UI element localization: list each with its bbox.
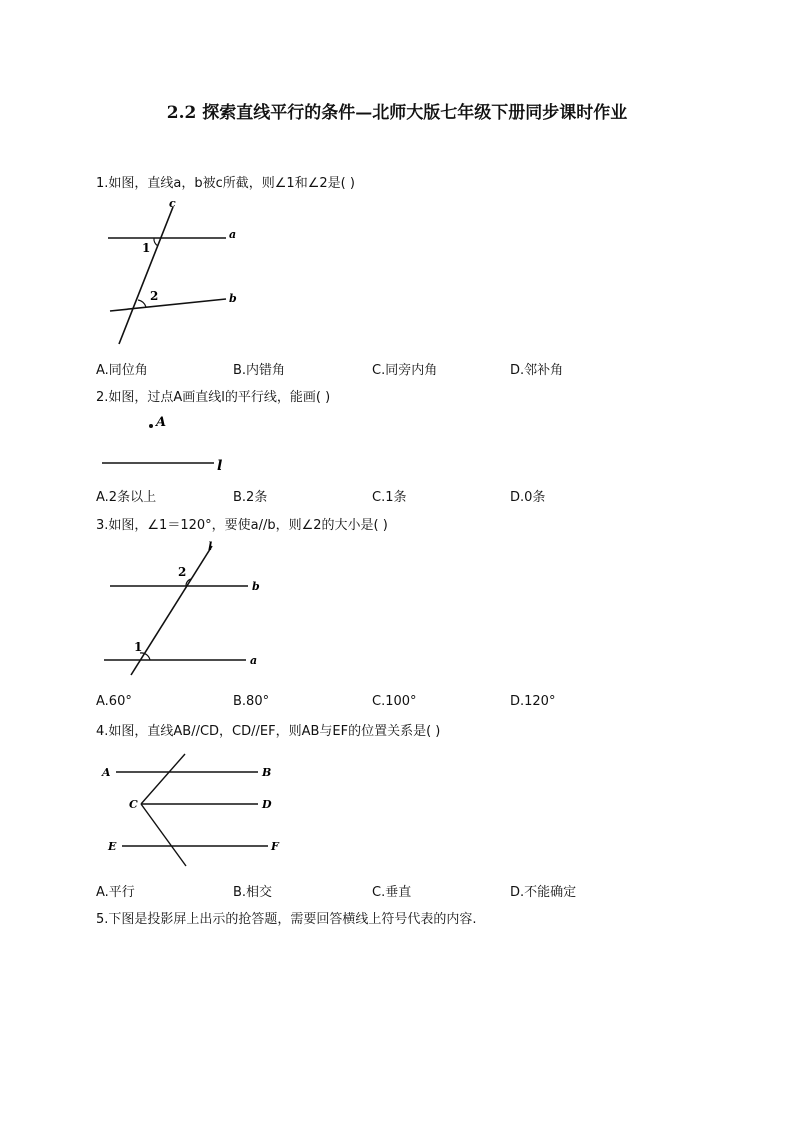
label-l: l [208,540,213,553]
label-angle-2: 2 [178,565,187,579]
label-b: b [229,292,237,305]
q3-option-c[interactable]: C.100° [372,694,417,709]
label-e: E [108,840,117,853]
label-b: b [252,580,260,593]
q3-option-b[interactable]: B.80° [233,694,270,709]
label-a: A [102,766,111,779]
q1-option-d[interactable]: D.邻补角 [510,363,564,378]
label-point-a: A [156,415,167,430]
q2-option-c[interactable]: C.1条 [372,490,407,505]
q2-option-b[interactable]: B.2条 [233,490,268,505]
q1-option-a[interactable]: A.同位角 [96,363,148,378]
label-angle-2: 2 [150,289,159,303]
q1-option-b[interactable]: B.内错角 [233,363,286,378]
question-3-stem: 3.如图，∠1＝120°，要使a//b，则∠2的大小是( ) [96,518,388,533]
q3-option-d[interactable]: D.120° [510,694,556,709]
label-c: C [129,798,138,811]
label-a: a [229,228,237,241]
q4-option-b[interactable]: B.相交 [233,885,273,900]
question-1-stem: 1.如图，直线a，b被c所截，则∠1和∠2是( ) [96,176,355,191]
label-d: D [262,798,272,811]
q2-option-a[interactable]: A.2条以上 [96,490,157,505]
q3-option-a[interactable]: A.60° [96,694,132,709]
q4-option-a[interactable]: A.平行 [96,885,135,900]
page-title: 2.2 探索直线平行的条件—北师大版七年级下册同步课时作业 [166,103,628,123]
label-angle-1: 1 [142,241,151,255]
transversal-upper [141,754,185,804]
label-b: B [262,766,272,779]
question-5-stem: 5.下图是投影屏上出示的抢答题，需要回答横线上符号代表的内容. [96,912,477,927]
label-line-l: l [217,458,223,474]
q4-option-c[interactable]: C.垂直 [372,885,412,900]
label-f: F [271,840,279,853]
q4-option-d[interactable]: D.不能确定 [510,885,577,900]
label-c: c [169,197,176,210]
question-2-stem: 2.如图，过点A画直线l的平行线，能画( ) [96,390,331,405]
label-a: a [250,654,258,667]
q1-option-c[interactable]: C.同旁内角 [372,363,438,378]
q2-option-d[interactable]: D.0条 [510,490,546,505]
question-4-stem: 4.如图，直线AB//CD，CD//EF，则AB与EF的位置关系是( ) [96,724,441,739]
label-angle-1: 1 [134,640,143,654]
transversal-lower [141,804,186,866]
